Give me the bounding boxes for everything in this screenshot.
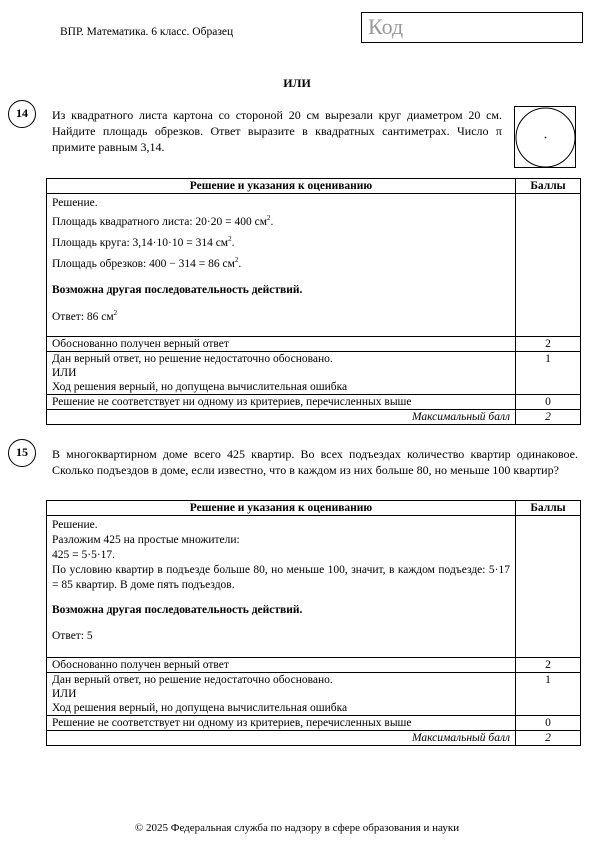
max-score-row — [47, 410, 581, 425]
solution-line: Площадь круга: 3,14·10·10 = 314 $см^2$. — [52, 235, 235, 249]
solution-header: Решение и указания к оцениванию — [47, 501, 516, 516]
alt-note: Возможна другая последовательность действий. — [52, 604, 303, 616]
solution-line: По условию квартир в подъезде больше 80, но меньше 100, значит, в каждом подъезде: 5·17 = 85 квартир. В доме пять подъездов. — [52, 564, 510, 591]
max-score-label: Максимальный балл — [47, 731, 516, 746]
answer-line: Ответ: 5 — [52, 630, 93, 642]
solution-line: 425 = 5·5·17. — [52, 549, 116, 561]
criterion-row — [47, 395, 581, 410]
task-15-text: В многоквартирном доме всего 425 квартир. Во всех подъездах количество квартир одинаковое. Сколько подъездов в доме, если известно, что в каждом из них больше 80, но меньше 100 квартир? — [52, 447, 578, 477]
max-score-row — [47, 731, 581, 746]
empty-points-cell — [516, 516, 581, 658]
criterion-row — [47, 716, 581, 731]
max-score-value: 2 — [516, 410, 581, 425]
points-header: Баллы — [516, 501, 581, 516]
criterion-row — [47, 337, 581, 352]
footer-copyright: © 2025 Федеральная служба по надзору в сфере образования и науки — [134, 822, 460, 834]
points-header: Баллы — [516, 179, 581, 194]
solution-row — [47, 516, 581, 658]
code-label: Код — [368, 14, 404, 39]
criterion-points: 1 — [516, 673, 581, 716]
criterion-row — [47, 352, 581, 395]
criterion-text: Дан верный ответ, но решение недостаточно обосновано. ИЛИ Ход решения верный, но допущена вычислительная ошибка — [47, 352, 516, 395]
answer-line: Ответ: 86 $см^2$ — [52, 309, 118, 323]
criterion-points: 0 — [516, 716, 581, 731]
criterion-text: Решение не соответствует ни одному из критериев, перечисленных выше — [47, 395, 516, 410]
task-14-text: Из квадратного листа картона со стороной 20 см вырезали круг диаметром 20 см. Найдите площадь обрезков. Ответ выразите в квадратных сантиметрах. Число π примите равным 3,14. — [52, 108, 502, 154]
empty-points-cell — [516, 194, 581, 337]
solution-label: Решение. — [52, 197, 98, 209]
criterion-text: Дан верный ответ, но решение недостаточно обосновано. ИЛИ Ход решения верный, но допущена вычислительная ошибка — [47, 673, 516, 716]
criterion-row — [47, 673, 581, 716]
table-header-row — [47, 179, 581, 194]
circle-in-square-icon — [515, 107, 577, 169]
criterion-text: Решение не соответствует ни одному из критериев, перечисленных выше — [47, 716, 516, 731]
max-score-value: 2 — [516, 731, 581, 746]
criterion-points: 2 — [516, 658, 581, 673]
criterion-text: Обоснованно получен верный ответ — [47, 337, 516, 352]
criterion-points: 0 — [516, 395, 581, 410]
solution-line: Разложим 425 на простые множители: — [52, 534, 240, 546]
or-heading: ИЛИ — [283, 76, 311, 90]
code-field[interactable] — [361, 12, 583, 43]
solution-line: Площадь обрезков: 400 − 314 = 86 $см^2$. — [52, 256, 242, 270]
max-score-label: Максимальный балл — [47, 410, 516, 425]
criterion-row — [47, 658, 581, 673]
task-14-solution — [47, 194, 516, 337]
task-15-criteria-table — [46, 500, 581, 746]
task-number-15: 15 — [8, 439, 36, 467]
task-15-solution — [47, 516, 516, 658]
alt-note: Возможна другая последовательность действий. — [52, 284, 303, 296]
solution-line: Площадь квадратного листа: 20·20 = 400 $см^2$. — [52, 214, 274, 228]
criterion-text: Обоснованно получен верный ответ — [47, 658, 516, 673]
solution-header: Решение и указания к оцениванию — [47, 179, 516, 194]
task-number-14: 14 — [8, 100, 36, 128]
task-14-criteria-table — [46, 178, 581, 425]
table-header-row — [47, 501, 581, 516]
criterion-points: 2 — [516, 337, 581, 352]
square-circle-figure — [514, 106, 576, 168]
criterion-points: 1 — [516, 352, 581, 395]
document-header: ВПР. Математика. 6 класс. Образец — [60, 26, 234, 38]
solution-row — [47, 194, 581, 337]
solution-label: Решение. — [52, 519, 98, 531]
